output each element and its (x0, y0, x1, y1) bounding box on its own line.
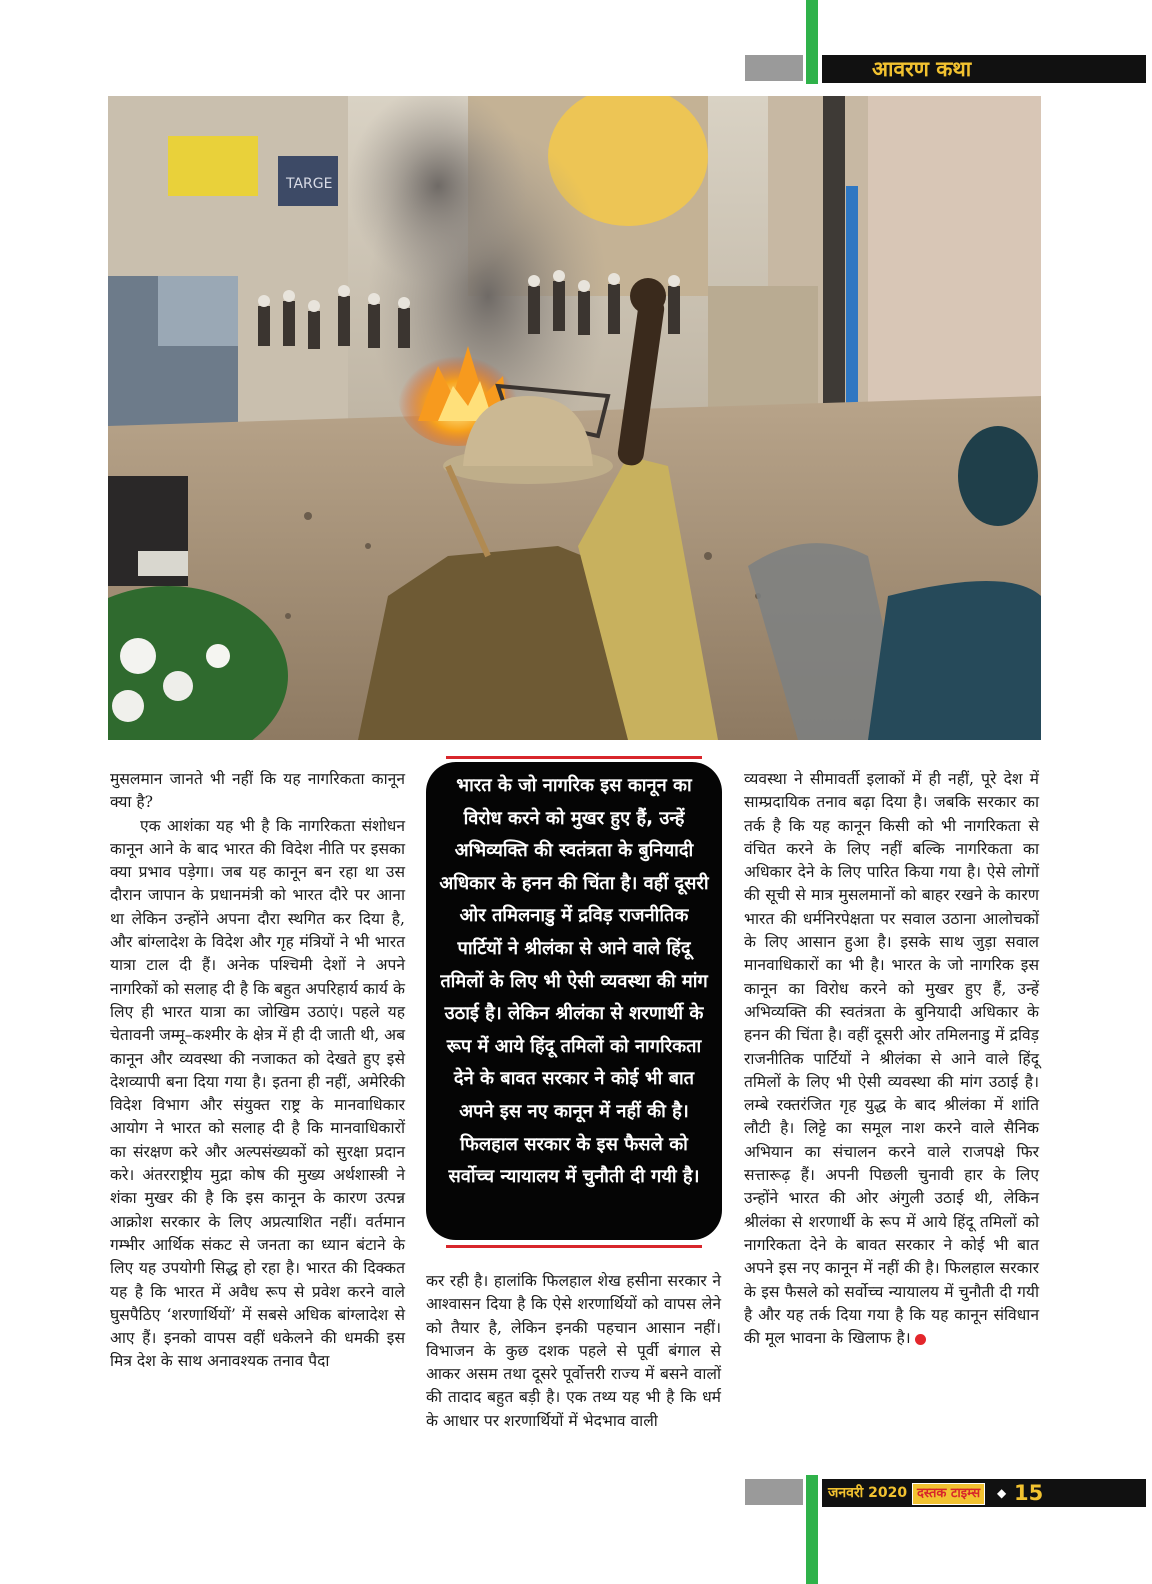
issue-date: जनवरी 2020 (828, 1485, 908, 1501)
article-column-right (744, 768, 1039, 1350)
footer-grey-block (745, 1479, 803, 1505)
paragraph: कर रही है। हालांकि फिलहाल शेख हसीना सरकार ने आश्वासन दिया है कि ऐसे शरणार्थियों को वापस लेने को तैयार है, लेकिन इनकी पहचान आसान नहीं। विभाजन के कुछ दशक पहले से पूर्वी बंगाल से आकर असम तथा दूसरे पूर्वोत्तरी राज्य में बसने वालों की तादाद बहुत बड़ी है। एक तथ्य यह भी है कि धर्म के आधार पर शरणार्थियों में भेदभाव वाली (426, 1272, 721, 1430)
header-green-bar (806, 0, 818, 84)
pull-quote (426, 756, 722, 1248)
footer-bar (822, 1479, 1146, 1507)
pull-quote-text: भारत के जो नागरिक इस कानून का विरोध करने को मुखर हुए हैं, उन्हें अभिव्यक्ति की स्वतंत्रता के बुनियादी अधिकार के हनन की चिंता है। वहीं दूसरी ओर तमिलनाडु में द्रविड़ राजनीतिक पार्टियों ने श्रीलंका से आने वाले हिंदू तमिलों के लिए भी ऐसी व्यवस्था की मांग उठाई है। लेकिन श्रीलंका से शरणार्थी के रूप में आये हिंदू तमिलों को नागरिकता देने के बावत सरकार ने कोई भी बात अपने इस नए कानून में नहीं की है। फिलहाल सरकार के इस फैसले को सर्वोच्च न्यायालय में चुनौती दी गयी है। (426, 762, 722, 1240)
diamond-icon: ◆ (997, 1486, 1007, 1500)
photo-sign: TARGE (286, 176, 333, 192)
magazine-logo: दस्तक टाइम्स (912, 1483, 985, 1505)
pull-quote-top-rule (446, 756, 702, 759)
article-column-middle (426, 1270, 721, 1433)
end-of-article-icon (915, 1334, 926, 1345)
page-number: 15 (1014, 1481, 1044, 1505)
cover-photo (108, 96, 1041, 740)
footer-green-bar (806, 1475, 818, 1584)
paragraph (744, 768, 1039, 1350)
paragraph: मुसलमान जानते भी नहीं कि यह नागरिकता कानून क्या है? (110, 770, 405, 812)
article-column-left (110, 768, 405, 1374)
header-grey-block (745, 55, 803, 81)
pull-quote-bottom-rule (446, 1245, 702, 1248)
paragraph-text: व्यवस्था ने सीमावर्ती इलाकों में ही नहीं, पूरे देश में साम्प्रदायिक तनाव बढ़ा दिया है। जबकि सरकार का तर्क है कि यह कानून किसी को भी नागरिकता से वंचित करने के लिए नहीं बल्कि नागरिकता का अधिकार देने के लिए पारित किया गया है। ऐसे लोगों की सूची से मात्र मुसलमानों को बाहर रखने के कारण भारत की धर्मनिरपेक्षता पर सवाल उठाना आलोचकों के लिए आसान हुआ है। इसके साथ जुड़ा सवाल मानवाधिकारों का भी है। भारत के जो नागरिक इस कानून का विरोध करने को मुखर हुए हैं, उन्हें अभिव्यक्ति की स्वतंत्रता के बुनियादी अधिकार के हनन की चिंता है। वहीं दूसरी ओर तमिलनाडु में द्रविड़ राजनीतिक पार्टियों ने श्रीलंका से आने वाले हिंदू तमिलों के लिए भी ऐसी व्यवस्था की मांग उठाई है। लम्बे रक्तरंजित गृह युद्ध के बाद श्रीलंका में शांति लौटी है। लिट्टे का समूल नाश करने वाले सैनिक अभियान का संचालन करने वाले राजपक्षे फिर सत्तारूढ़ हैं। अपनी पिछली चुनावी हार के लिए उन्होंने भारत की ओर अंगुली उठाई थी, लेकिन श्रीलंका से शरणार्थी के रूप में आये हिंदू तमिलों को नागरिकता देने के बावत सरकार ने कोई भी बात अपने इस नए कानून में नहीं की है। फिलहाल सरकार के इस फैसले को सर्वोच्च न्यायालय में चुनौती दी गयी है और यह तर्क दिया गया है कि यह कानून संविधान की मूल भावना के खिलाफ है। (744, 770, 1039, 1348)
section-title: आवरण कथा (822, 55, 1146, 83)
paragraph: एक आशंका यह भी है कि नागरिकता संशोधन कानून आने के बाद भारत की विदेश नीति पर इसका क्या प्रभाव पड़ेगा। जब यह कानून बन रहा था उस दौरान जापान के प्रधानमंत्री को भारत दौरे पर आना था लेकिन उन्होंने अपना दौरा स्थगित कर दिया है, और बांग्लादेश के विदेश और गृह मंत्रियों ने भी भारत यात्रा टाल दी हैं। अनेक पश्चिमी देशों ने अपने नागरिकों को सलाह दी है कि बहुत अपरिहार्य कार्य के लिए ही भारत यात्रा का जोखिम उठाएं। पहले यह चेतावनी जम्मू–कश्मीर के क्षेत्र में ही दी जाती थी, अब कानून और व्यवस्था की नजाकत को देखते हुए इसे देशव्यापी बना दिया गया है। इतना ही नहीं, अमेरिकी विदेश विभाग और संयुक्त राष्ट्र के मानवाधिकार आयोग ने भारत को सलाह दी है कि मानवाधिकारों का संरक्षण करे और अल्पसंख्यकों को सुरक्षा प्रदान करे। अंतरराष्ट्रीय मुद्रा कोष की मुख्य अर्थशास्त्री ने शंका मुखर की है कि इस कानून के कारण उत्पन्न आक्रोश सरकार के लिए अप्रत्याशित नहीं। वर्तमान गम्भीर आर्थिक संकट से जनता का ध्यान बंटाने के लिए यह उपयोगी सिद्ध हो रहा है। भारत की दिक्कत यह है कि भारत में अवैध रूप से प्रवेश करने वाले घुसपैठिए ‘शरणार्थियों’ में सबसे अधिक बांग्लादेश से आए हैं। इनको वापस वहीं धकेलने की धमकी इस मित्र देश के साथ अनावश्यक तनाव पैदा (110, 816, 405, 1371)
